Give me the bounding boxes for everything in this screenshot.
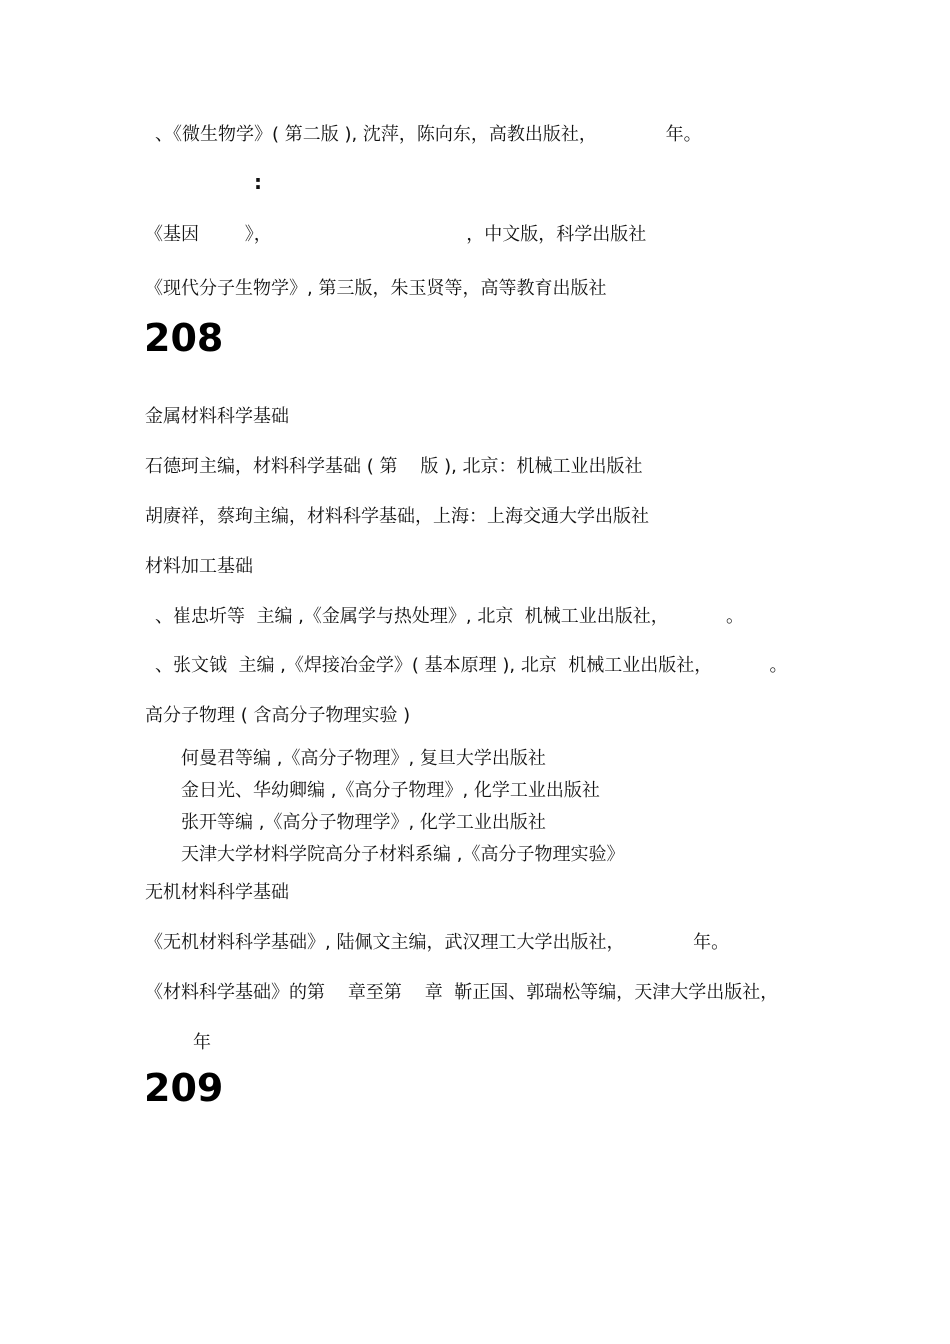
reference-line: 《无机材料科学基础》, 陆佩文主编，武汉理工大学出版社， 年。	[145, 932, 730, 953]
reference-line: 、《微生物学》( 第二版 ), 沈萍，陈向东，高教出版社， 年。	[155, 124, 702, 145]
reference-line: 、张文钺 主编 ,《焊接冶金学》( 基本原理 ), 北京 机械工业出版社， 。	[155, 655, 788, 676]
reference-line: 《基因 》， ，中文版，科学出版社	[145, 224, 647, 245]
course-heading: 金属材料科学基础	[145, 406, 289, 427]
course-heading: 无机材料科学基础	[145, 882, 289, 903]
reference-line: 张开等编 ,《高分子物理学》, 化学工业出版社	[181, 812, 546, 833]
reference-line: 胡赓祥，蔡珣主编，材料科学基础，上海：上海交通大学出版社	[145, 506, 649, 527]
page-number: 208	[144, 316, 224, 360]
course-heading: 高分子物理 ( 含高分子物理实验 )	[145, 705, 411, 726]
reference-line: 《材料科学基础》的第 章至第 章 靳正国、郭瑞松等编，天津大学出版社，	[145, 982, 779, 1003]
colon-mark: :	[254, 170, 262, 194]
reference-line: 、崔忠圻等 主编 ,《金属学与热处理》, 北京 机械工业出版社， 。	[155, 606, 744, 627]
reference-line: 石德珂主编，材料科学基础 ( 第 版 ), 北京：机械工业出版社	[145, 456, 643, 477]
reference-line: 何曼君等编 ,《高分子物理》, 复旦大学出版社	[181, 748, 546, 769]
reference-line: 金日光、华幼卿编 ,《高分子物理》, 化学工业出版社	[181, 780, 600, 801]
page-number: 209	[144, 1066, 224, 1110]
reference-line: 天津大学材料学院高分子材料系编 ,《高分子物理实验》	[181, 844, 625, 865]
reference-line: 年	[193, 1032, 211, 1053]
course-heading: 材料加工基础	[145, 556, 253, 577]
reference-line: 《现代分子生物学》, 第三版，朱玉贤等，高等教育出版社	[145, 278, 607, 299]
